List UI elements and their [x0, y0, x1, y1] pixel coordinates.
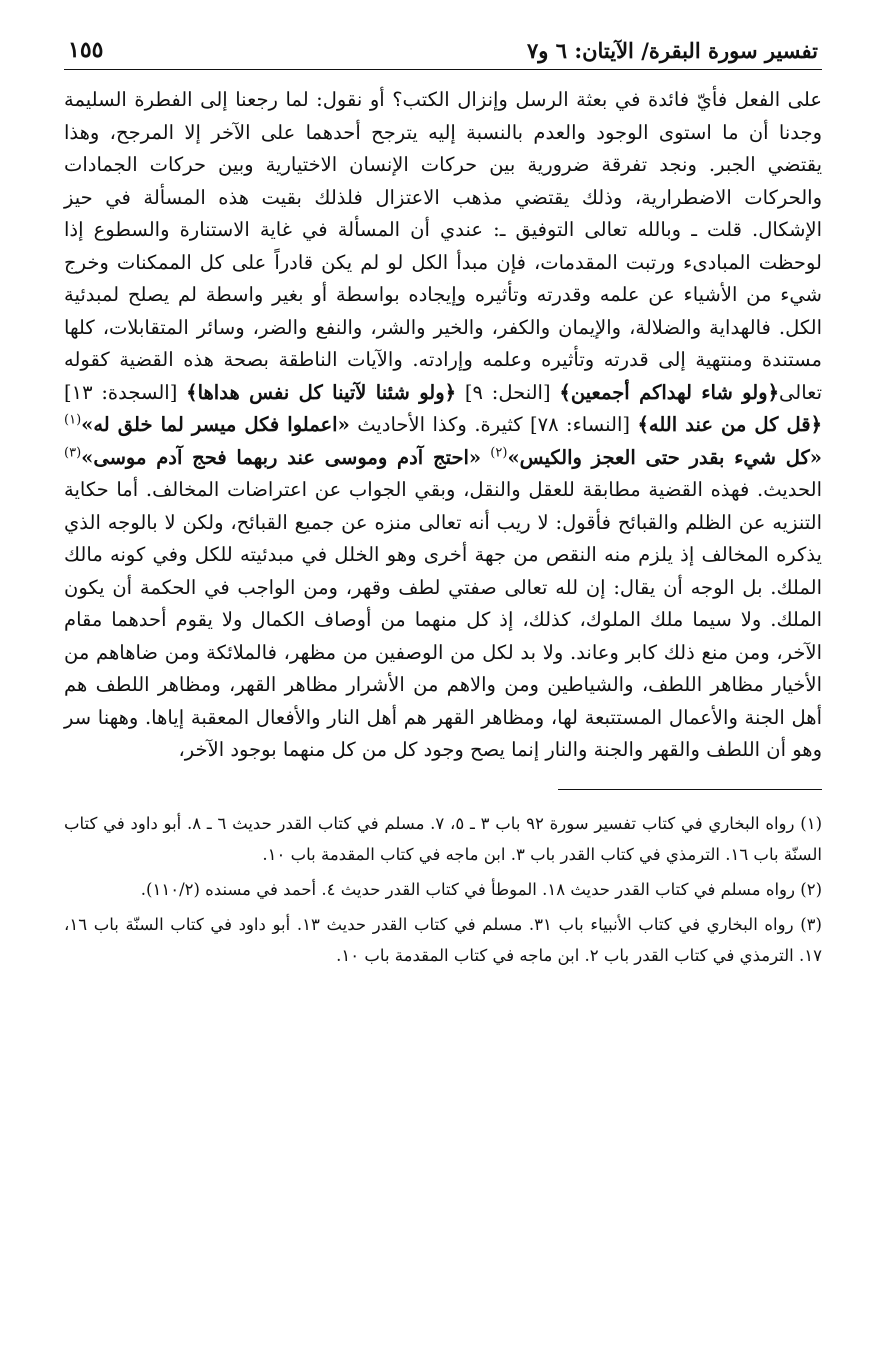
text-segment: [النساء: ٧٨] كثيرة. وكذا الأحاديث — [349, 413, 638, 436]
hadith-quote: «اعملوا فكل ميسر لما خلق له» — [81, 413, 350, 436]
main-paragraph — [64, 84, 822, 767]
text-segment — [481, 446, 490, 469]
footnote-ref-2[interactable]: (٢) — [490, 445, 508, 460]
footnote-divider — [558, 789, 822, 790]
page-number: ١٥٥ — [68, 37, 104, 63]
main-text — [64, 84, 822, 767]
footnotes — [64, 808, 822, 971]
text-segment: [السجدة: ١٣] — [64, 380, 187, 404]
running-header — [64, 30, 822, 70]
quran-quote: ﴿ولو شئنا لآتينا كل نفس هداها﴾ — [186, 380, 457, 404]
quran-quote: ﴿قل كل من عند الله﴾ — [637, 413, 822, 436]
footnote-3: (٣) رواه البخاري في كتاب الأنبياء باب ٣١. مسلم في كتاب القدر حديث ١٣. أبو داود في كتاب السنّة باب ١٦، ١٧. الترمذي في كتاب القدر باب ٢. ابن ماجه في كتاب المقدمة باب ١٠. — [64, 914, 822, 965]
running-title: تفسير سورة البقرة/ الآيتان: ٦ و٧ — [527, 38, 818, 63]
book-page — [64, 30, 822, 1340]
hadith-quote: «كل شيء بقدر حتى العجز والكيس» — [507, 445, 822, 469]
footnote-ref-1[interactable]: (١) — [64, 412, 82, 428]
footnote-2: (٢) رواه مسلم في كتاب القدر حديث ١٨. الموطأ في كتاب القدر حديث ٤. أحمد في مسنده (١١٠/٢). — [140, 879, 822, 899]
footnote-ref-3[interactable]: (٣) — [64, 445, 82, 460]
quran-quote: ﴿ولو شاء لهداكم أجمعين﴾ — [559, 380, 780, 404]
text-segment: الحديث. فهذه القضية مطابقة للعقل والنقل، وبقي الجواب عن اعتراضات المخالف. أما حكاية التنزيه عن الظلم والقبائح فأقول: لا ريب أنه تعالى منزه عن جميع القبائح، ولكن لا بالوجه الذي يذكره المخالف إذ يلزم منه النقص من جهة أخرى وهو الخلل في مبدئيته للكل وفي كونه مالك الملك. بل الوجه أن يقال: إن لله تعالى صفتي لطف وقهر، ومن الواجب في الحكمة أن يكون الملك. ولا سيما ملك الملوك، كذلك، إذ كل منهما من أوصاف الكمال ولا يقوم أحدهما مقام الآخر، ومن منع ذلك كابر وعاند. ولا بد لكل من الوصفين من مظهر، فالملائكة ومن ضاهاهم من الأخيار مظاهر اللطف، والشياطين ومن والاهم من الأشرار مظاهر القهر، ومظاهر اللطف هم أهل الجنة والأعمال المستتبعة لها، ومظاهر القهر هم أهل النار والأفعال المعقبة إياها. وههنا سر وهو أن اللطف والقهر والجنة والنار إنما يصح وجود كل من كل منهما بوجود الآخر، — [64, 478, 822, 761]
text-segment: على الفعل فأيّ فائدة في بعثة الرسل وإنزال الكتب؟ أو نقول: لما رجعنا إلى الفطرة السليمة وجدنا أن ما استوى الوجود والعدم بالنسبة إليه يترجح أحدهما على الآخر إلا المرجح، وهذا يقتضي الجبر. ونجد تفرقة ضرورية بين حركات الإنسان الاختيارية وبين حركات الجمادات والحركات الاضطرارية، وذلك يقتضي مذهب الاعتزال فلذلك بقيت هذه المسألة في حيز الإشكال. قلت ـ وبالله تعالى التوفيق ـ: عندي أن المسألة في غاية الاستنارة والسطوع إذا لوحظت المبادىء ورتبت المقدمات، فإن مبدأ الكل لو لم يكن قادراً على كل الممكنات وخرج شيء من الأشياء عن علمه وقدرته وتأثيره وإيجاده بواسطة أو بغير واسطة لم يصلح لمبدئية الكل. فالهداية والضلالة، والإيمان والكفر، والخير والشر، والنفع والضر، وسائر المتقابلات، كلها مستندة ومنتهية إلى قدرته وتأثيره وعلمه وإرادته. والآيات الناطقة بصحة هذه القضية كقوله تعالى — [64, 88, 823, 404]
hadith-quote: «احتج آدم وموسى عند ربهما فحج آدم موسى» — [81, 445, 482, 469]
footnote-1: (١) رواه البخاري في كتاب تفسير سورة ٩٢ باب ٣ ـ ٥، ٧. مسلم في كتاب القدر حديث ٦ ـ ٨. أبو داود في كتاب السنّة باب ١٦. الترمذي في كتاب القدر باب ٣. ابن ماجه في كتاب المقدمة باب ١٠. — [64, 813, 822, 864]
text-segment: [النحل: ٩] — [456, 380, 560, 404]
